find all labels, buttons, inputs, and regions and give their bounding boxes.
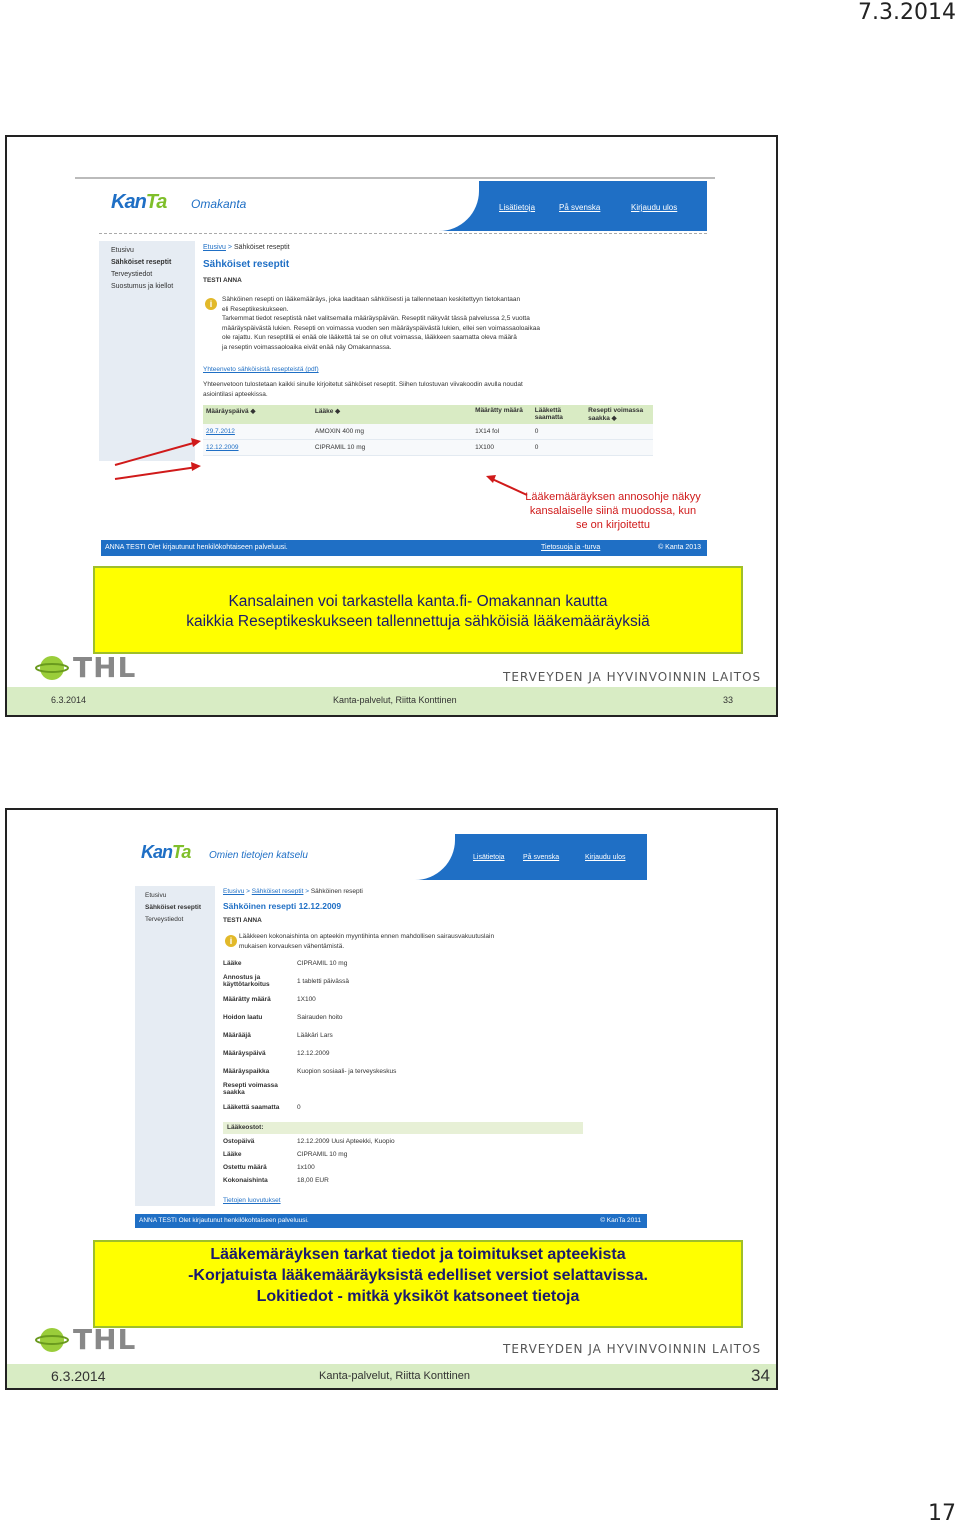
slide-date: 6.3.2014 [51, 695, 87, 705]
thl-logo: THL [35, 651, 136, 684]
privacy-link[interactable]: Tietosuoja ja -turva [541, 544, 601, 551]
annotation-text: Lääkemääräyksen annosohje näkyy kansalaiselle siinä muodossa, kun se on kirjoitettu [525, 491, 701, 531]
breadcrumb: Etusivu > Sähköiset reseptit [203, 244, 290, 251]
kanta-logo: KanTa [141, 842, 191, 862]
sort-icon[interactable]: ◆ [250, 408, 256, 415]
nav-health-data[interactable]: Terveystiedot [145, 916, 184, 923]
summary-pdf-link[interactable]: Yhteenveto sähköisistä resepteistä (pdf) [203, 366, 319, 373]
page-heading: Sähköiset reseptit [203, 259, 290, 270]
disclosure-link[interactable]: Tietojen luovutukset [223, 1197, 281, 1204]
page-date: 7.3.2014 [858, 0, 956, 25]
topnav-logout[interactable]: Kirjaudu ulos [585, 854, 626, 861]
breadcrumb-home[interactable]: Etusivu [203, 244, 226, 251]
nav-prescriptions[interactable]: Sähköiset reseptit [145, 904, 201, 911]
breadcrumb: Etusivu > Sähköiset reseptit > Sähköinen resepti [223, 888, 363, 895]
breadcrumb-current: Sähköinen resepti [310, 888, 363, 895]
page-heading: Sähköinen resepti 12.12.2009 [223, 901, 342, 911]
left-navigation [135, 886, 215, 1206]
info-text: Sähköinen resepti on lääkemääräys, joka laaditaan sähköisesti ja tallennetaan keskitettyyn tietokantaan eli Reseptikeskukseen. Tarkemmat tiedot reseptistä näet valitsemalla määräyspäivän. Reseptit näkyvät tässä palvelussa 2,5 vuotta määräyspäivästä lukien. Resepti on voimassa vuoden sen määräyspäivästä lukien, ellei sen voimassaoloaikaa ole rajattu. Kun reseptillä ei enää ole lääkettä tai se on ollut voimassa, lääkkeen saamatta oleva määrä ja reseptin voimassaoloaika eivät enää näy Omakannassa. [222, 296, 540, 351]
thl-full-name: TERVEYDEN JA HYVINVOINNIN LAITOS [503, 670, 762, 684]
nav-home[interactable]: Etusivu [145, 892, 167, 899]
slide-number: 33 [723, 695, 734, 705]
thl-full-name: TERVEYDEN JA HYVINVOINNIN LAITOS [503, 1342, 762, 1356]
screenshot-footer: ANNA TESTI Olet kirjautunut henkilökohtaiseen palveluusi. Tietosuoja ja -turva © Kanta 2013 [101, 540, 707, 556]
nav-home[interactable]: Etusivu [111, 247, 134, 254]
thl-globe-icon [35, 653, 69, 683]
slide-date: 6.3.2014 [51, 1368, 106, 1384]
thl-logo: THL [35, 1323, 136, 1356]
col-drug[interactable]: Lääke ◆ [312, 405, 472, 424]
table-row: 29.7.2012 AMOXIN 400 mg 1X14 fol 0 [203, 424, 653, 440]
col-amount: Määrätty määrä [472, 405, 532, 424]
callout-box: Lääkemäräyksen tarkat tiedot ja toimitukset apteekista -Korjatuista lääkemääräyksistä edelliset versiot selattavissa. Lokitiedot - mitkä yksiköt katsoneet tietoja [93, 1240, 743, 1328]
nav-health-data[interactable]: Terveystiedot [111, 271, 153, 278]
detail-list: Lääke CIPRAMIL 10 mg Annostus ja käyttötarkoitus 1 tabletti päivässä Määrätty määrä 1X100 Hoidon laatu Sairauden hoito Määrääjä Lääkäri Lars Määräyspäivä 12.12.2009 Määräyspaikka Kuopion sosiaali- ja terveyskeskus Resepti voimassa saakka Lääkettä saamatta 0 [223, 960, 397, 1111]
breadcrumb-home[interactable]: Etusivu [223, 888, 245, 895]
purchase-list: Ostopäivä 12.12.2009 Uusi Apteekki, Kuopio Lääke CIPRAMIL 10 mg Ostettu määrä 1x100 Kokonaishinta 18,00 EUR [223, 1138, 395, 1184]
breadcrumb-prescriptions[interactable]: Sähköiset reseptit [251, 888, 304, 895]
slide-number: 34 [751, 1366, 770, 1385]
col-remaining: Lääkettä saamatta [532, 405, 585, 424]
detail-screenshot [135, 834, 655, 1230]
info-icon: i [205, 298, 217, 310]
topnav-logout[interactable]: Kirjaudu ulos [631, 203, 678, 212]
purchases-header: Lääkeostot: [223, 1122, 583, 1134]
callout-box: Kansalainen voi tarkastella kanta.fi- Omakannan kautta kaikkia Reseptikeskukseen tallennettuja sähköisiä lääkemääräyksiä [93, 566, 743, 654]
slide-34 [5, 808, 778, 1390]
screenshot-footer: ANNA TESTI Olet kirjautunut henkilökohtaiseen palveluusi. © KanTa 2011 [135, 1214, 647, 1228]
col-valid[interactable]: Resepti voimassa saakka ◆ [585, 405, 653, 424]
sort-icon[interactable]: ◆ [611, 415, 617, 422]
slide-author: Kanta-palvelut, Riitta Konttinen [333, 695, 457, 705]
kanta-logo: KanTa [111, 191, 167, 213]
page-number: 17 [928, 1501, 956, 1526]
info-icon: i [225, 935, 237, 947]
nav-prescriptions[interactable]: Sähköiset reseptit [111, 259, 172, 266]
patient-name: TESTI ANNA [223, 917, 262, 924]
service-title: Omakanta [191, 197, 247, 211]
info-text: Lääkkeen kokonaishinta on apteekin myyntihinta ennen mahdollisen sairausvakuutuslain mukaisen korvauksen vähentämistä. [239, 933, 495, 950]
sort-icon[interactable]: ◆ [335, 408, 341, 415]
slide-footer [7, 687, 776, 715]
topnav-info[interactable]: Lisätietoja [499, 203, 536, 212]
slide-33 [5, 135, 778, 717]
col-date[interactable]: Määräyspäivä ◆ [203, 405, 312, 424]
topnav-swedish[interactable]: På svenska [523, 854, 560, 861]
nav-consents[interactable]: Suostumus ja kiellot [111, 283, 174, 290]
row-date-link[interactable]: 12.12.2009 [203, 440, 312, 456]
row-date-link[interactable]: 29.7.2012 [203, 424, 312, 440]
topnav-info[interactable]: Lisätietoja [473, 854, 505, 861]
kanta-header [135, 834, 647, 880]
summary-text: Yhteenvetoon tulostetaan kaikki sinulle kirjoitetut sähköiset reseptit. Siihen tulostuvan viivakoodin avulla noudat asiointilasi apteekissa. [203, 381, 523, 398]
patient-name: TESTI ANNA [203, 277, 242, 284]
topnav-swedish[interactable]: På svenska [559, 203, 601, 212]
slide-footer [7, 1364, 776, 1388]
breadcrumb-current: Sähköiset reseptit [233, 244, 290, 251]
slide-author: Kanta-palvelut, Riitta Konttinen [319, 1370, 471, 1382]
table-row: 12.12.2009 CIPRAMIL 10 mg 1X100 0 [203, 440, 653, 456]
thl-globe-icon [35, 1325, 69, 1355]
service-title: Omien tietojen katselu [209, 850, 308, 861]
